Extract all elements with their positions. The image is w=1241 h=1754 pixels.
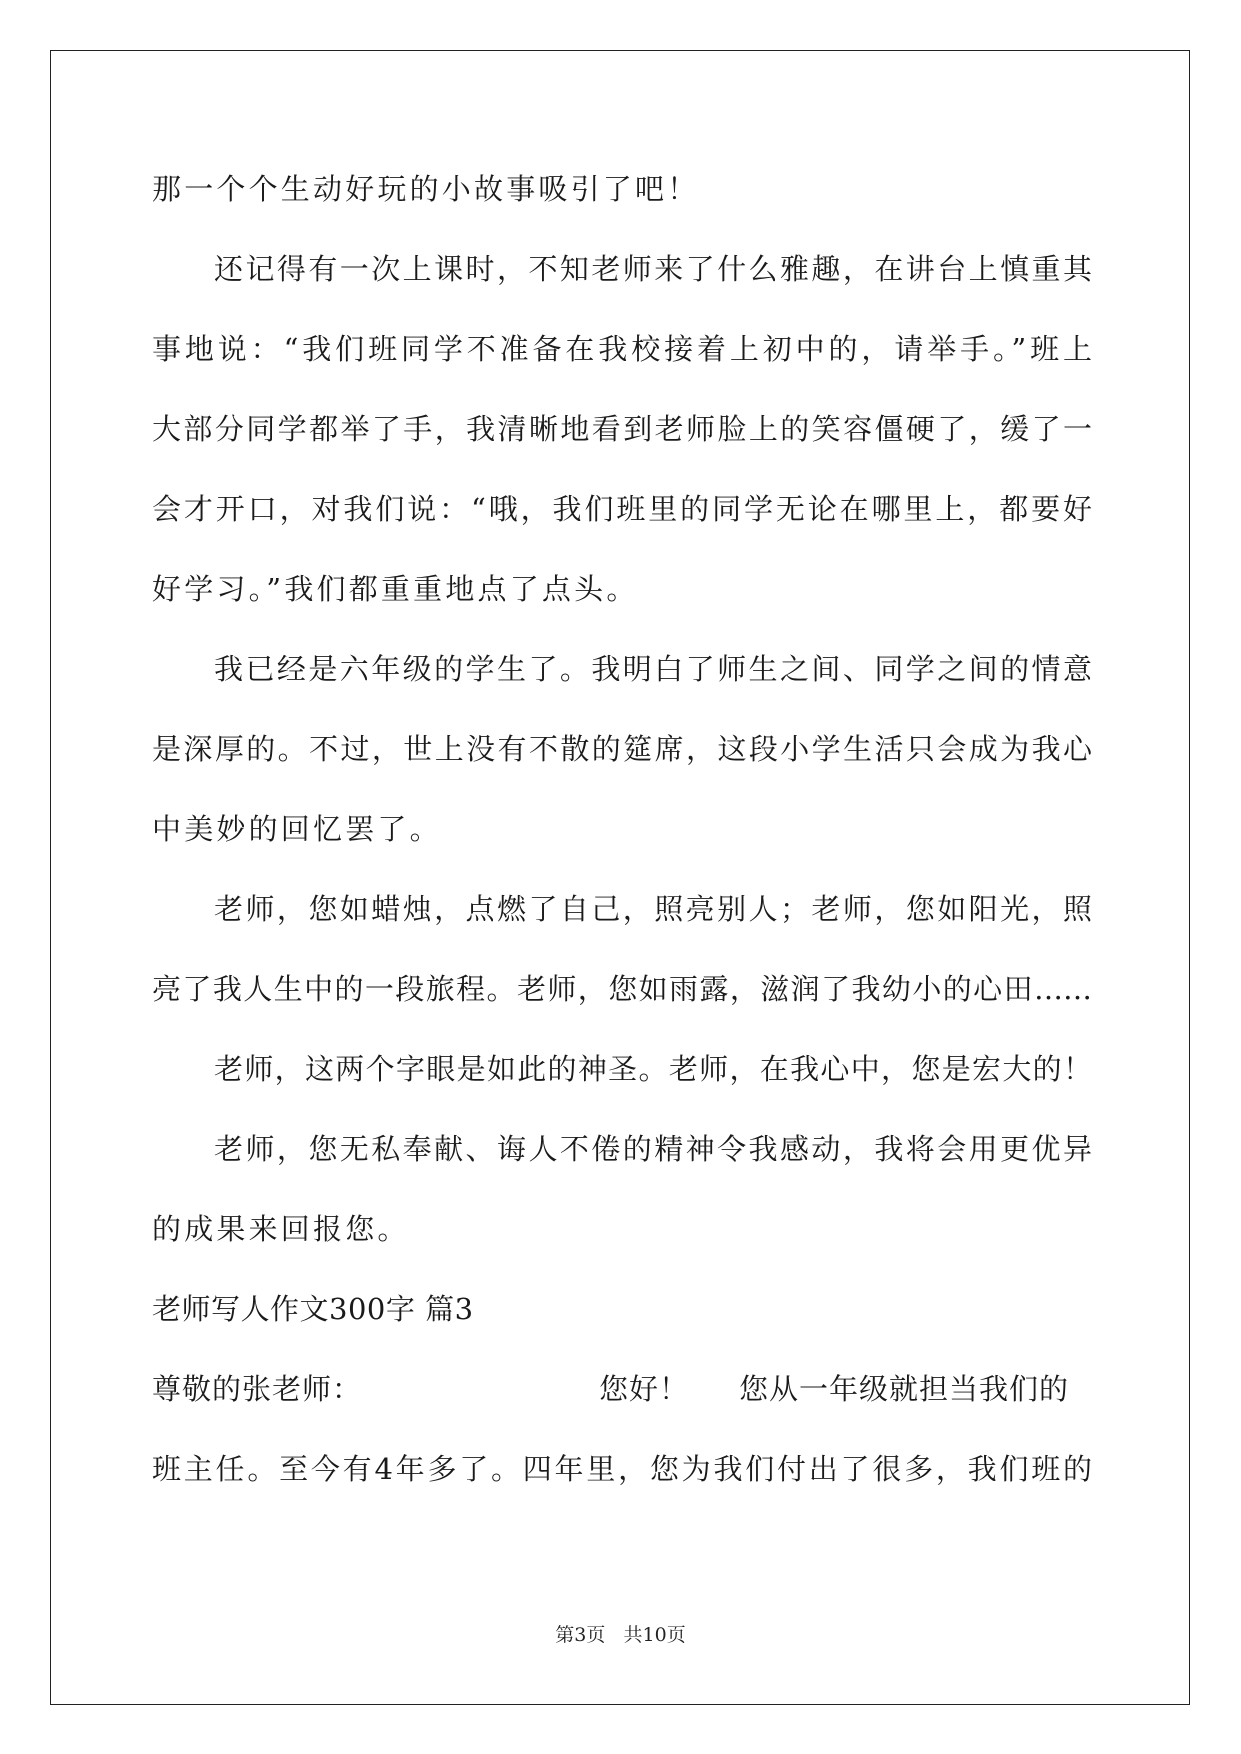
paragraph-line: 老师，您无私奉献、诲人不倦的精神令我感动，我将会用更优异 [214, 1132, 1092, 1166]
paragraph-line: 会才开口，对我们说：“哦，我们班里的同学无论在哪里上，都要好 [152, 492, 1092, 526]
paragraph-line: 是深厚的。不过，世上没有不散的筵席，这段小学生活只会成为我心 [152, 732, 1092, 766]
section-heading: 老师写人作文300字 篇3 [152, 1292, 474, 1326]
page-total: 共10页 [623, 1624, 686, 1646]
paragraph-line: 我已经是六年级的学生了。我明白了师生之间、同学之间的情意 [214, 652, 1092, 686]
paragraph-line: 老师，您如蜡烛，点燃了自己，照亮别人；老师，您如阳光，照 [214, 892, 1092, 926]
page-footer [0, 1623, 1241, 1647]
paragraph-line: 的成果来回报您。 [152, 1212, 410, 1246]
greeting-line [152, 1369, 1092, 1409]
salutation: 尊敬的张老师： [152, 1372, 363, 1406]
paragraph-line: 大部分同学都举了手，我清晰地看到老师脸上的笑容僵硬了，缓了一 [152, 412, 1092, 446]
paragraph-line: 还记得有一次上课时，不知老师来了什么雅趣，在讲台上慎重其 [214, 252, 1092, 286]
paragraph-line: 老师，这两个字眼是如此的神圣。老师，在我心中，您是宏大的！ [214, 1052, 1092, 1086]
page-number: 第3页 [555, 1624, 606, 1646]
paragraph-line: 那一个个生动好玩的小故事吸引了吧！ [152, 172, 700, 206]
paragraph-line: 班主任。至今有4年多了。四年里，您为我们付出了很多，我们班的 [152, 1452, 1092, 1486]
paragraph-line: 好学习。”我们都重重地点了点头。 [152, 572, 639, 606]
paragraph-line: 中美妙的回忆罢了。 [152, 812, 442, 846]
greeting-hello: 您好！ [599, 1372, 690, 1406]
paragraph-line: 事地说：“我们班同学不准备在我校接着上初中的，请举手。”班上 [152, 332, 1092, 366]
paragraph-line: 亮了我人生中的一段旅程。老师，您如雨露，滋润了我幼小的心田…… [152, 972, 1092, 1006]
greeting-start: 您从一年级就担当我们的 [739, 1372, 1070, 1406]
